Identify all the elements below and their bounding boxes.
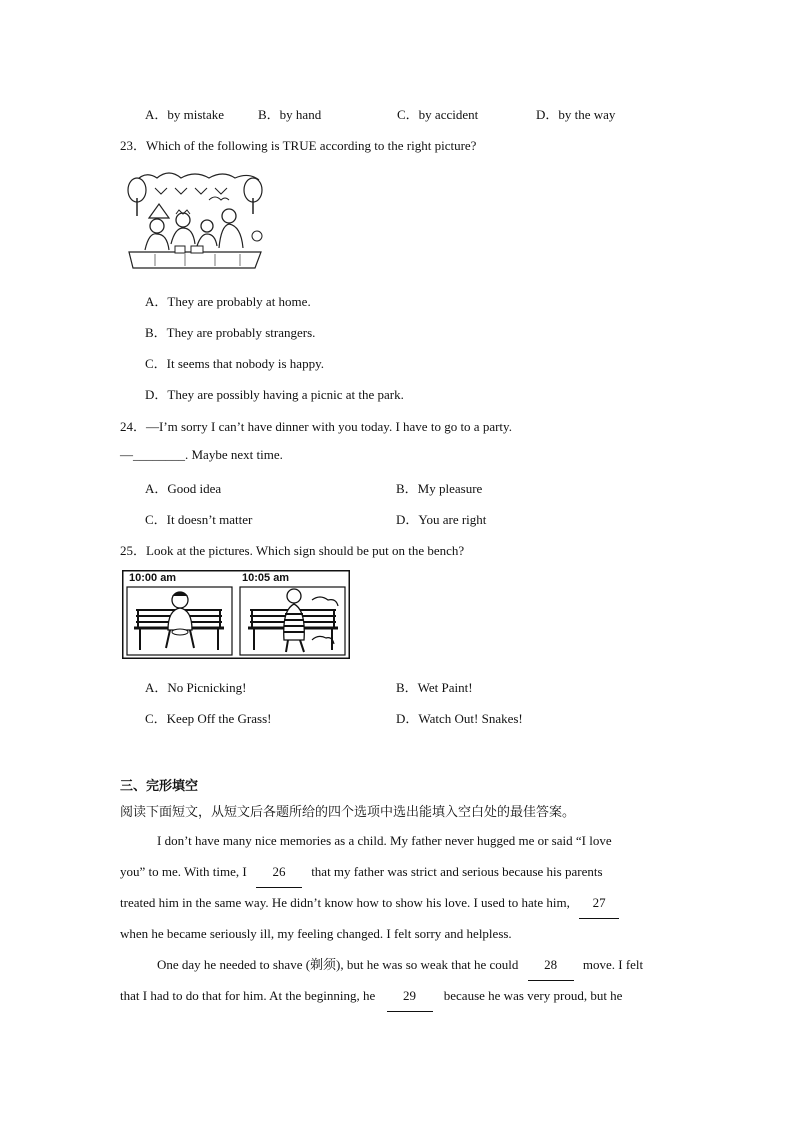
q23-option-b: B．They are probably strangers. bbox=[145, 325, 316, 340]
passage-text: you” to me. With time, I bbox=[120, 864, 247, 879]
passage-text: move. I felt bbox=[582, 957, 644, 972]
passage-text: because he was very proud, but he bbox=[443, 988, 623, 1003]
picnic-picture bbox=[125, 168, 265, 270]
blank-27: 27 bbox=[579, 887, 619, 919]
q24-option-a: A．Good idea bbox=[145, 481, 222, 496]
q25-option-a: A．No Picnicking! bbox=[145, 680, 247, 695]
passage-line-3 bbox=[120, 887, 619, 919]
q25-option-d: D．Watch Out! Snakes! bbox=[396, 711, 523, 726]
q25-option-b: B．Wet Paint! bbox=[396, 680, 473, 695]
q22-option-a: A．by mistake bbox=[145, 107, 225, 122]
passage-line-4: when he became seriously ill, my feeling changed. I felt sorry and helpless. bbox=[120, 926, 512, 941]
blank-26: 26 bbox=[256, 856, 302, 888]
passage-line-1: I don’t have many nice memories as a child. My father never hugged me or said “I love bbox=[157, 833, 612, 848]
passage-line-5 bbox=[157, 949, 643, 981]
passage-text: One day he needed to shave (剃须), but he was so weak that he could bbox=[157, 957, 519, 972]
q23-option-c: C．It seems that nobody is happy. bbox=[145, 356, 324, 371]
q24-stem: 24．—I’m sorry I can’t have dinner with you today. I have to go to a party. bbox=[120, 419, 512, 434]
passage-text: that my father was strict and serious because his parents bbox=[311, 864, 603, 879]
passage-line-2 bbox=[120, 856, 603, 888]
passage-text: treated him in the same way. He didn’t know how to show his love. I used to hate him, bbox=[120, 895, 570, 910]
q22-option-d: D．by the way bbox=[536, 107, 616, 122]
q22-option-c: C．by accident bbox=[397, 107, 479, 122]
q24-option-b: B．My pleasure bbox=[396, 481, 483, 496]
q24-reply: —________. Maybe next time. bbox=[120, 447, 283, 462]
bench-pictures bbox=[122, 570, 350, 659]
blank-29: 29 bbox=[387, 980, 433, 1012]
q24-option-d: D．You are right bbox=[396, 512, 487, 527]
q25-option-c: C．Keep Off the Grass! bbox=[145, 711, 272, 726]
passage-text: that I had to do that for him. At the beginning, he bbox=[120, 988, 376, 1003]
q23-option-a: A．They are probably at home. bbox=[145, 294, 311, 309]
passage-line-6 bbox=[120, 980, 622, 1012]
q23-option-d: D．They are possibly having a picnic at the park. bbox=[145, 387, 404, 402]
section-instruction: 阅读下面短文，从短文后各题所给的四个选项中选出能填入空白处的最佳答案。 bbox=[120, 805, 576, 820]
time-label-left: 10:00 am bbox=[129, 572, 177, 584]
section-title: 三、完形填空 bbox=[120, 779, 199, 794]
q23-stem: 23．Which of the following is TRUE according to the right picture? bbox=[120, 138, 477, 153]
q25-stem: 25．Look at the pictures. Which sign should be put on the bench? bbox=[120, 543, 465, 558]
time-label-right: 10:05 am bbox=[242, 572, 290, 584]
blank-28: 28 bbox=[528, 949, 574, 981]
q24-option-c: C．It doesn’t matter bbox=[145, 512, 253, 527]
q22-option-b: B．by hand bbox=[258, 107, 322, 122]
